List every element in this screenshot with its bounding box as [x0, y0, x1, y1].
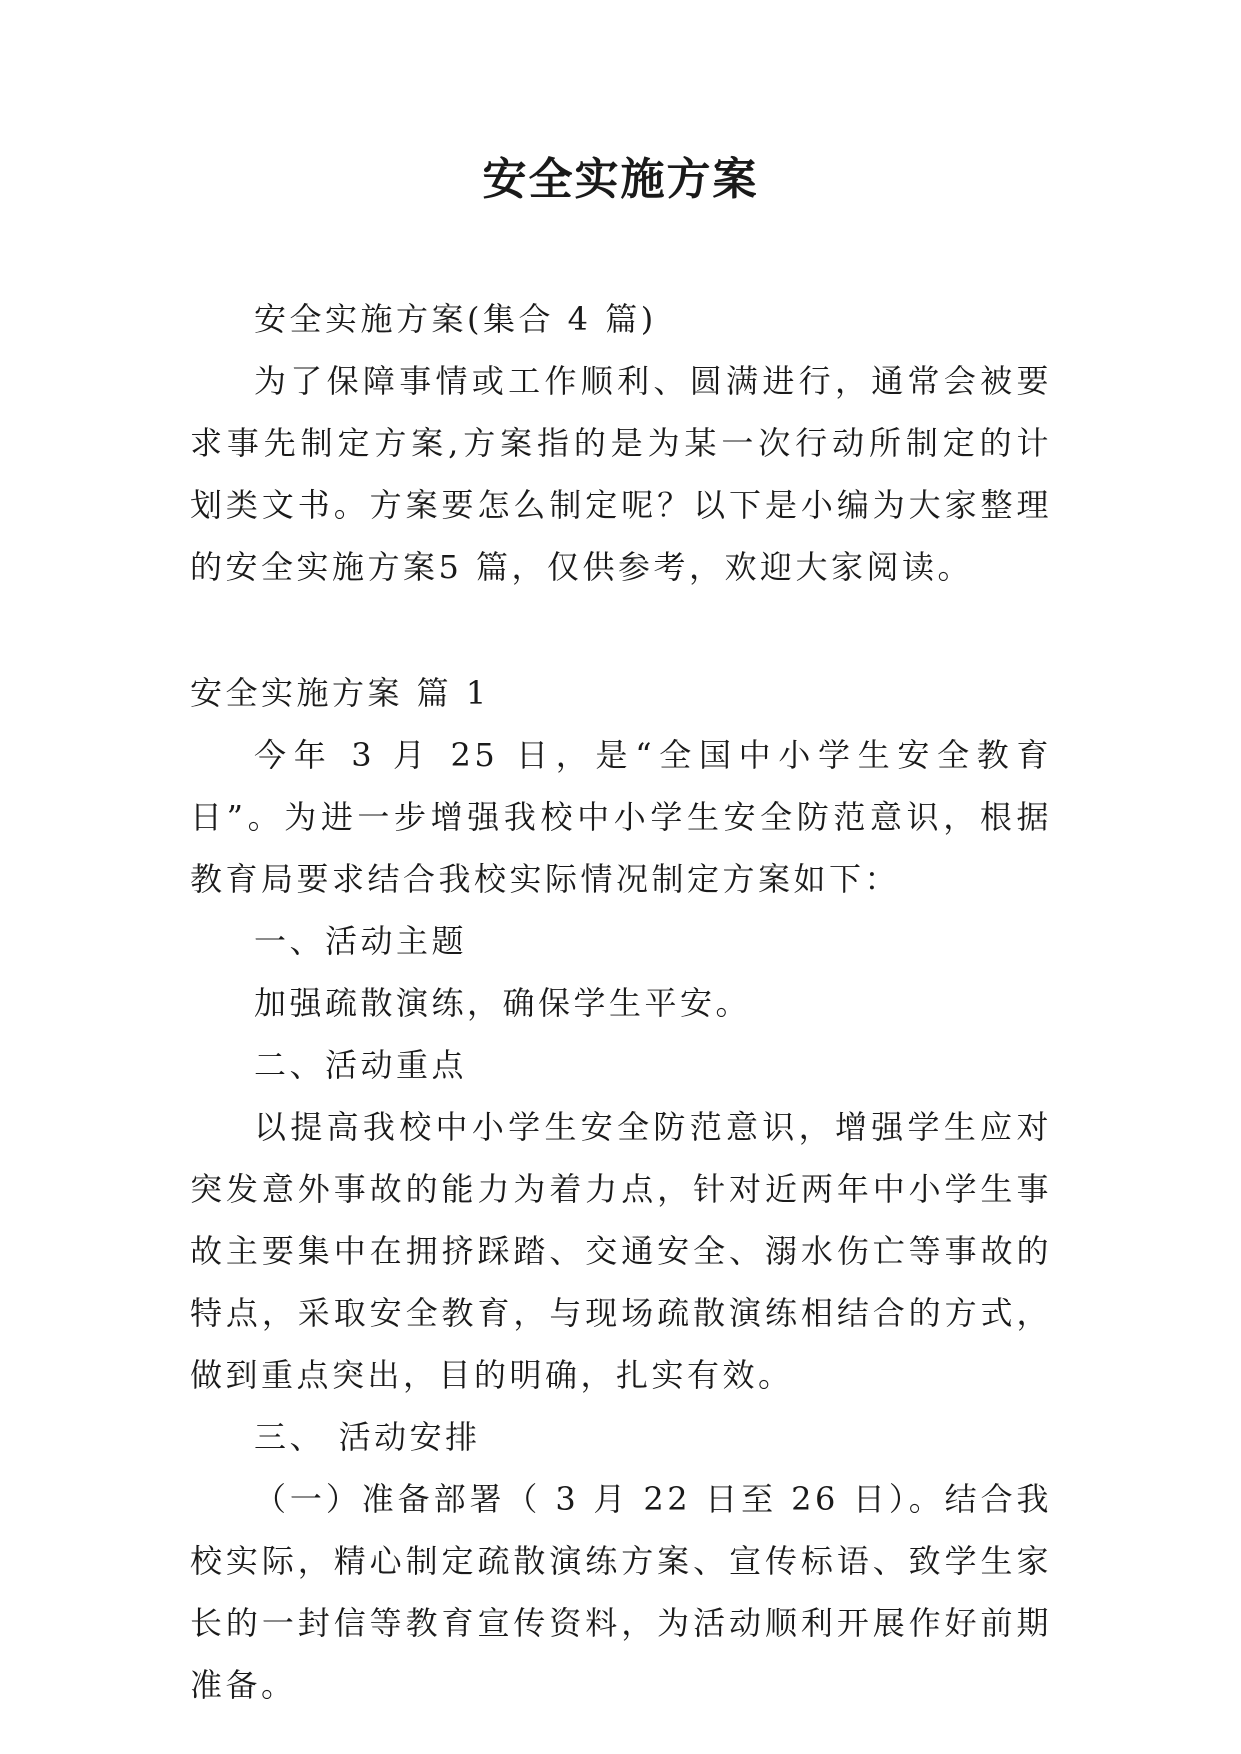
- item-heading-schedule: 三、 活动安排: [254, 1418, 481, 1456]
- section-heading: 安全实施方案 篇 1: [190, 674, 490, 712]
- item-text-focus: 以提高我校中小学生安全防范意识，增强学生应对突发意外事故的能力为着力点，针对近两年中小学生事故主要集中在拥挤踩踏、交通安全、溺水伤亡等事故的特点，采取安全教育，与现场疏散演练相结合的方式，做到重点突出，目的明确，扎实有效。: [190, 1108, 1052, 1394]
- item-heading-theme: 一、活动主题: [254, 922, 468, 960]
- item-text-theme: 加强疏散演练，确保学生平安。: [254, 984, 752, 1022]
- paragraph-gap: [190, 598, 1052, 662]
- section-paragraph: 今年 3 月 25 日，是“全国中小学生安全教育日”。为进一步增强我校中小学生安全防范意识，根据教育局要求结合我校实际情况制定方案如下：: [190, 736, 1052, 898]
- document-title: 安全实施方案: [482, 154, 759, 205]
- item-text-schedule: （一）准备部署（ 3 月 22 日至 26 日）。结合我校实际，精心制定疏散演练方案、宣传标语、致学生家长的一封信等教育宣传资料，为活动顺利开展作好前期准备。: [190, 1480, 1052, 1704]
- item-heading-focus: 二、活动重点: [254, 1046, 468, 1084]
- document-subtitle: 安全实施方案(集合 4 篇): [254, 300, 657, 338]
- intro-paragraph: 为了保障事情或工作顺利、圆满进行，通常会被要求事先制定方案,方案指的是为某一次行动所制定的计划类文书。方案要怎么制定呢？以下是小编为大家整理的安全实施方案5 篇，仅供参考，欢迎大家阅读。: [190, 362, 1052, 586]
- document-body: [190, 288, 1052, 1716]
